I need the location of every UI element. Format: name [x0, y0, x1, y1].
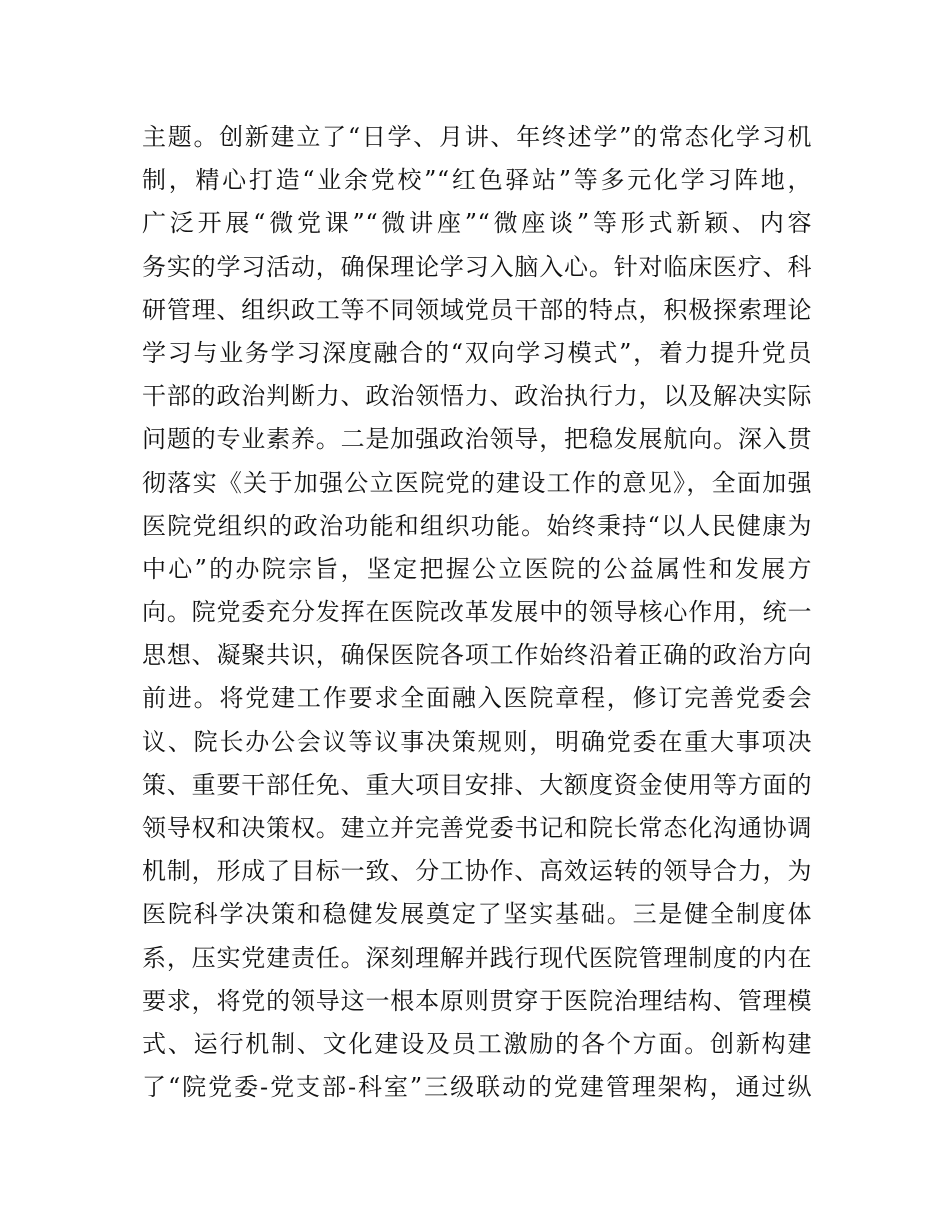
- text-line: 研管理、组织政工等不同领域党员干部的特点，积极探索理论: [142, 295, 812, 324]
- text-line: 思想、凝聚共识，确保医院各项工作始终沿着正确的政治方向: [142, 641, 812, 670]
- text-line: 前进。将党建工作要求全面融入医院章程，修订完善党委会: [142, 684, 812, 713]
- text-line: 策、重要干部任免、重大项目安排、大额度资金使用等方面的: [142, 770, 812, 799]
- text-line: 系，压实党建责任。深刻理解并践行现代医院管理制度的内在: [142, 943, 812, 972]
- text-line: 主题。创新建立了“日学、月讲、年终述学”的常态化学习机: [142, 123, 812, 151]
- text-line: 了“院党委-党支部-科室”三级联动的党建管理架构，通过纵: [142, 1073, 812, 1102]
- text-line: 向。院党委充分发挥在医院改革发展中的领导核心作用，统一: [142, 598, 812, 627]
- text-line: 要求，将党的领导这一根本原则贯穿于医院治理结构、管理模: [142, 986, 812, 1015]
- text-line: 医院党组织的政治功能和组织功能。始终秉持“以人民健康为: [142, 511, 812, 540]
- text-line: 学习与业务学习深度融合的“双向学习模式”，着力提升党员: [142, 338, 812, 367]
- text-line: 彻落实《关于加强公立医院党的建设工作的意见》，全面加强: [142, 468, 812, 497]
- text-line: 干部的政治判断力、政治领悟力、政治执行力，以及解决实际: [142, 382, 812, 411]
- text-line: 中心”的办院宗旨，坚定把握公立医院的公益属性和发展方: [142, 554, 812, 583]
- text-line: 领导权和决策权。建立并完善党委书记和院长常态化沟通协调: [142, 814, 812, 842]
- text-line: 制，精心打造“业余党校”“红色驿站”等多元化学习阵地，: [142, 166, 812, 195]
- text-line: 广泛开展“微党课”“微讲座”“微座谈”等形式新颖、内容: [142, 209, 812, 238]
- text-line: 议、院长办公会议等议事决策规则，明确党委在重大事项决: [142, 727, 812, 756]
- text-line: 机制，形成了目标一致、分工协作、高效运转的领导合力，为: [142, 857, 812, 886]
- text-line: 式、运行机制、文化建设及员工激励的各个方面。创新构建: [142, 1029, 812, 1058]
- text-line: 医院科学决策和稳健发展奠定了坚实基础。三是健全制度体: [142, 900, 812, 929]
- text-line: 务实的学习活动，确保理论学习入脑入心。针对临床医疗、科: [142, 252, 812, 281]
- text-line: 问题的专业素养。二是加强政治领导，把稳发展航向。深入贯: [142, 425, 812, 454]
- body-text: [142, 116, 812, 1109]
